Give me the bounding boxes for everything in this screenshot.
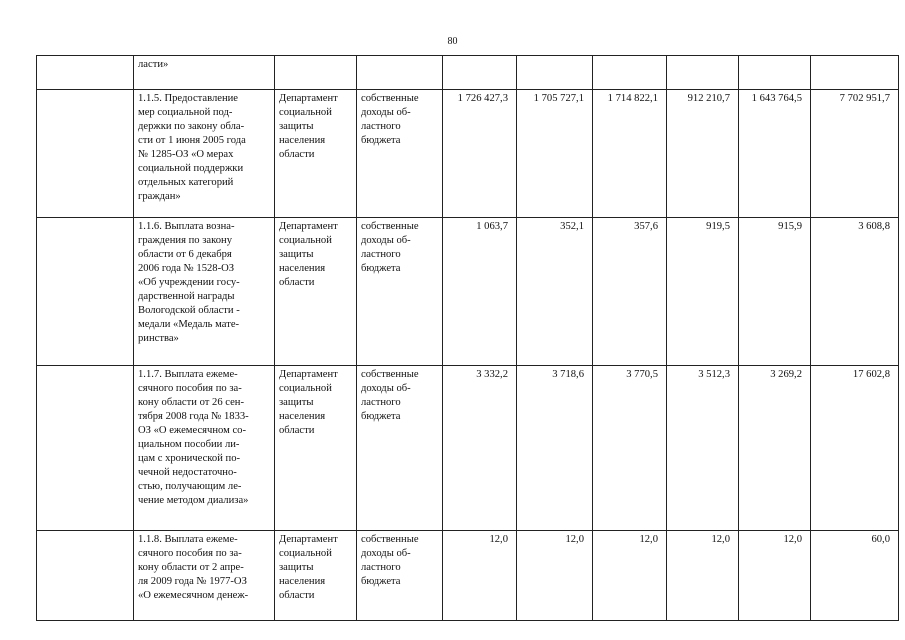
value-2018-cell: 915,9 xyxy=(739,218,811,366)
executor-cell-line: населения xyxy=(279,576,326,587)
table-row xyxy=(37,531,899,621)
executor-cell-line: области xyxy=(279,425,315,436)
measure-name-cell-line: «О ежемесячном денеж- xyxy=(138,590,249,601)
value-2017-cell xyxy=(667,56,739,90)
executor-cell-line: защиты xyxy=(279,397,314,408)
executor-cell xyxy=(275,218,357,366)
value-2018-cell: 3 269,2 xyxy=(739,366,811,531)
value-2015-cell: 3 718,6 xyxy=(517,366,593,531)
blank-cell xyxy=(37,218,134,366)
funding-source-cell xyxy=(357,366,443,531)
measure-name-cell-line: ринства» xyxy=(138,333,179,344)
funding-source-cell-line: доходы об- xyxy=(361,107,411,118)
measure-name-cell-line: 1.1.7. Выплата ежеме- xyxy=(138,369,238,380)
funding-source-cell-line: ластного xyxy=(361,249,401,260)
blank-cell xyxy=(37,531,134,621)
value-2017-cell: 3 512,3 xyxy=(667,366,739,531)
blank-cell xyxy=(37,90,134,218)
measure-name-cell-line: держки по закону обла- xyxy=(138,121,245,132)
blank-cell xyxy=(37,366,134,531)
executor-cell-line: области xyxy=(279,590,315,601)
executor-cell xyxy=(275,531,357,621)
budget-table xyxy=(36,55,899,621)
measure-name-cell-line: мер социальной под- xyxy=(138,107,233,118)
value-2017-cell: 919,5 xyxy=(667,218,739,366)
value-2017-cell: 912 210,7 xyxy=(667,90,739,218)
measure-name-cell-line: 1.1.5. Предоставление xyxy=(138,93,238,104)
measure-name-cell xyxy=(134,531,275,621)
measure-name-cell-line: № 1285-ОЗ «О мерах xyxy=(138,149,234,160)
measure-name-cell-line: 1.1.6. Выплата возна- xyxy=(138,221,235,232)
measure-name-cell-line: ля 2009 года № 1977-ОЗ xyxy=(138,576,247,587)
measure-name-cell-line: сти от 1 июня 2005 года xyxy=(138,135,246,146)
measure-name-cell-line: социальной поддержки xyxy=(138,163,244,174)
measure-name-cell-line: медали «Медаль мате- xyxy=(138,319,240,330)
funding-source-cell-line: бюджета xyxy=(361,411,401,422)
value-2016-cell xyxy=(593,56,667,90)
executor-cell-line: Департамент xyxy=(279,93,338,104)
measure-name-cell-line: граждения по закону xyxy=(138,235,232,246)
funding-source-cell-line: ластного xyxy=(361,121,401,132)
executor-cell-line: защиты xyxy=(279,562,314,573)
value-total-cell: 3 608,8 xyxy=(811,218,899,366)
executor-cell-line: Департамент xyxy=(279,534,338,545)
measure-name-cell xyxy=(134,366,275,531)
value-2015-cell: 12,0 xyxy=(517,531,593,621)
measure-name-cell-line: чечной недостаточно- xyxy=(138,467,237,478)
measure-name-cell-line: ласти» xyxy=(138,59,169,70)
funding-source-cell xyxy=(357,531,443,621)
measure-name-cell-line: «Об учреждении госу- xyxy=(138,277,240,288)
funding-source-cell xyxy=(357,90,443,218)
value-2015-cell: 352,1 xyxy=(517,218,593,366)
measure-name-cell-line: кону области от 26 сен- xyxy=(138,397,244,408)
blank-cell xyxy=(37,56,134,90)
value-2018-cell: 12,0 xyxy=(739,531,811,621)
funding-source-cell-line: доходы об- xyxy=(361,235,411,246)
value-2014-cell: 12,0 xyxy=(443,531,517,621)
funding-source-cell-line: доходы об- xyxy=(361,548,411,559)
measure-name-cell-line: области от 6 декабря xyxy=(138,249,232,260)
measure-name-cell-line: чение методом диализа» xyxy=(138,495,249,506)
measure-name-cell-line: 1.1.8. Выплата ежеме- xyxy=(138,534,238,545)
table-row xyxy=(37,90,899,218)
measure-name-cell-line: стью, получающим ле- xyxy=(138,481,242,492)
executor-cell-line: области xyxy=(279,277,315,288)
table-row xyxy=(37,218,899,366)
value-2017-cell: 12,0 xyxy=(667,531,739,621)
funding-source-cell-line: собственные xyxy=(361,369,419,380)
measure-name-cell-line: граждан» xyxy=(138,191,181,202)
executor-cell-line: социальной xyxy=(279,107,332,118)
value-2015-cell xyxy=(517,56,593,90)
executor-cell-line: социальной xyxy=(279,235,332,246)
funding-source-cell-line: бюджета xyxy=(361,263,401,274)
funding-source-cell-line: ластного xyxy=(361,397,401,408)
measure-name-cell-line: дарственной награды xyxy=(138,291,235,302)
value-total-cell: 17 602,8 xyxy=(811,366,899,531)
value-total-cell xyxy=(811,56,899,90)
executor-cell-line: социальной xyxy=(279,383,332,394)
funding-source-cell-line: собственные xyxy=(361,534,419,545)
executor-cell xyxy=(275,366,357,531)
executor-cell xyxy=(275,56,357,90)
value-2014-cell: 1 063,7 xyxy=(443,218,517,366)
measure-name-cell-line: цам с хронической по- xyxy=(138,453,241,464)
measure-name-cell-line: тября 2008 года № 1833- xyxy=(138,411,249,422)
measure-name-cell-line: Вологодской области - xyxy=(138,305,240,316)
table-row xyxy=(37,366,899,531)
value-2015-cell: 1 705 727,1 xyxy=(517,90,593,218)
measure-name-cell-line: кону области от 2 апре- xyxy=(138,562,244,573)
value-2018-cell xyxy=(739,56,811,90)
value-total-cell: 60,0 xyxy=(811,531,899,621)
funding-source-cell-line: доходы об- xyxy=(361,383,411,394)
funding-source-cell xyxy=(357,56,443,90)
executor-cell-line: Департамент xyxy=(279,221,338,232)
value-2014-cell: 3 332,2 xyxy=(443,366,517,531)
page-number: 80 xyxy=(447,36,458,47)
funding-source-cell-line: собственные xyxy=(361,93,419,104)
funding-source-cell-line: ластного xyxy=(361,562,401,573)
executor-cell-line: области xyxy=(279,149,315,160)
value-2016-cell: 357,6 xyxy=(593,218,667,366)
executor-cell xyxy=(275,90,357,218)
executor-cell-line: населения xyxy=(279,263,326,274)
funding-source-cell-line: собственные xyxy=(361,221,419,232)
measure-name-cell-line: циальном пособии ли- xyxy=(138,439,240,450)
value-total-cell: 7 702 951,7 xyxy=(811,90,899,218)
measure-name-cell-line: сячного пособия по за- xyxy=(138,548,242,559)
measure-name-cell xyxy=(134,90,275,218)
executor-cell-line: населения xyxy=(279,135,326,146)
executor-cell-line: социальной xyxy=(279,548,332,559)
value-2016-cell: 12,0 xyxy=(593,531,667,621)
executor-cell-line: защиты xyxy=(279,121,314,132)
measure-name-cell xyxy=(134,218,275,366)
value-2016-cell: 1 714 822,1 xyxy=(593,90,667,218)
measure-name-cell xyxy=(134,56,275,90)
measure-name-cell-line: 2006 года № 1528-ОЗ xyxy=(138,263,235,274)
funding-source-cell-line: бюджета xyxy=(361,135,401,146)
value-2018-cell: 1 643 764,5 xyxy=(739,90,811,218)
value-2014-cell: 1 726 427,3 xyxy=(443,90,517,218)
value-2016-cell: 3 770,5 xyxy=(593,366,667,531)
funding-source-cell-line: бюджета xyxy=(361,576,401,587)
measure-name-cell-line: отдельных категорий xyxy=(138,177,234,188)
executor-cell-line: защиты xyxy=(279,249,314,260)
measure-name-cell-line: сячного пособия по за- xyxy=(138,383,242,394)
value-2014-cell xyxy=(443,56,517,90)
executor-cell-line: населения xyxy=(279,411,326,422)
table-row xyxy=(37,56,899,90)
executor-cell-line: Департамент xyxy=(279,369,338,380)
funding-source-cell xyxy=(357,218,443,366)
measure-name-cell-line: ОЗ «О ежемесячном со- xyxy=(138,425,247,436)
